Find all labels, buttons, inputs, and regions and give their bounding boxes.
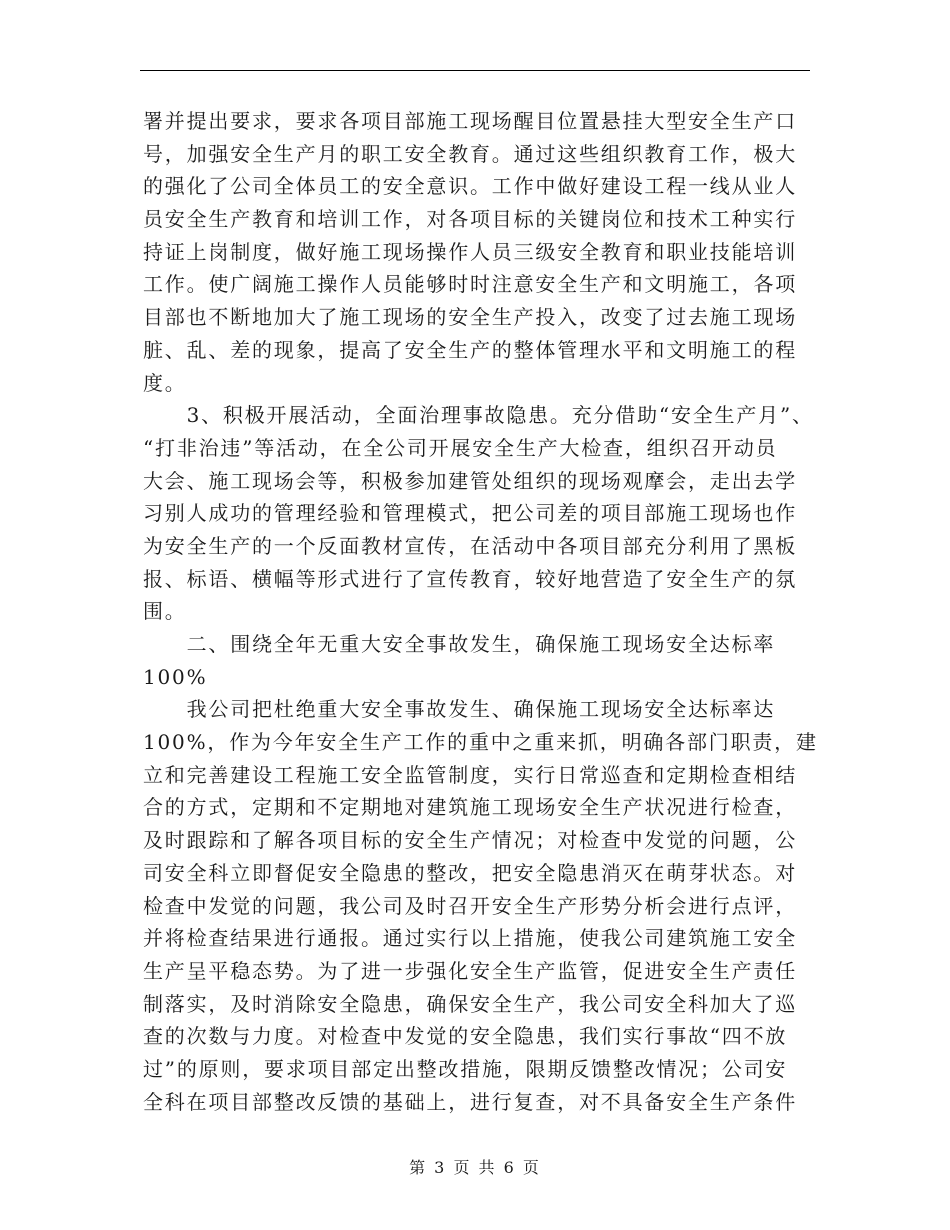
text-line: 并将检查结果进行通报。通过实行以上措施，使我公司建筑施工安全 [143, 926, 797, 951]
text-line: 脏、乱、差的现象，提高了安全生产的整体管理水平和文明施工的程 [143, 337, 797, 362]
text-line: 大会、施工现场会等，积极参加建管处组织的现场观摩会，走出去学 [143, 468, 797, 493]
text-line: 围。 [143, 599, 187, 624]
text-line: 为安全生产的一个反面教材宣传，在活动中各项目部充分利用了黑板 [143, 533, 797, 558]
text-line: 号，加强安全生产月的职工安全教育。通过这些组织教育工作，极大 [143, 141, 797, 166]
text-line: 持证上岗制度，做好施工现场操作人员三级安全教育和职业技能培训 [143, 239, 797, 264]
text-line: 合的方式，定期和不定期地对建筑施工现场安全生产状况进行检查， [143, 795, 797, 820]
text-line: 工作。使广阔施工操作人员能够时时注意安全生产和文明施工，各项 [143, 272, 797, 297]
page-footer: 第 3 页 共 6 页 [409, 1158, 541, 1177]
text-line: 习别人成功的管理经验和管理模式，把公司差的项目部施工现场也作 [143, 501, 797, 526]
text-line: 3、积极开展活动，全面治理事故隐患。充分借助“安全生产月”、 [143, 403, 814, 428]
text-line: 100% [143, 664, 208, 689]
text-line: 全科在项目部整改反馈的基础上，进行复查，对不具备安全生产条件 [143, 1089, 797, 1114]
text-line: 我公司把杜绝重大安全事故发生、确保施工现场安全达标率达 [143, 697, 776, 722]
text-line: 的强化了公司全体员工的安全意识。工作中做好建设工程一线从业人 [143, 174, 797, 199]
text-line: 过”的原则，要求项目部定出整改措施，限期反馈整改情况；公司安 [143, 1056, 788, 1081]
text-line: 员安全生产教育和培训工作，对各项目标的关键岗位和技术工种实行 [143, 207, 797, 232]
text-line: 100%，作为今年安全生产工作的重中之重来抓，明确各部门职责，建 [143, 730, 818, 755]
text-line: “打非治违”等活动，在全公司开展安全生产大检查，组织召开动员 [143, 435, 778, 460]
text-line: 二、围绕全年无重大安全事故发生，确保施工现场安全达标率 [143, 632, 776, 656]
text-line: 目部也不断地加大了施工现场的安全生产投入，改变了过去施工现场 [143, 305, 797, 330]
text-line: 署并提出要求，要求各项目部施工现场醒目位置悬挂大型安全生产口 [143, 109, 797, 133]
text-line: 及时跟踪和了解各项目标的安全生产情况；对检查中发觉的问题，公 [143, 828, 797, 853]
text-line: 制落实，及时消除安全隐患，确保安全生产，我公司安全科加大了巡 [143, 991, 797, 1016]
text-line: 度。 [143, 370, 187, 395]
text-line: 查的次数与力度。对检查中发觉的安全隐患，我们实行事故“四不放 [143, 1024, 788, 1049]
text-line: 司安全科立即督促安全隐患的整改，把安全隐患消灭在萌芽状态。对 [143, 860, 797, 885]
text-line: 检查中发觉的问题，我公司及时召开安全生产形势分析会进行点评， [143, 893, 797, 918]
header-rule [140, 70, 810, 71]
body-text [143, 105, 843, 1118]
text-line: 生产呈平稳态势。为了进一步强化安全生产监管，促进安全生产责任 [143, 958, 797, 983]
text-line: 报、标语、横幅等形式进行了宣传教育，较好地营造了安全生产的氛 [143, 566, 797, 591]
text-line: 立和完善建设工程施工安全监管制度，实行日常巡查和定期检查相结 [143, 762, 797, 787]
